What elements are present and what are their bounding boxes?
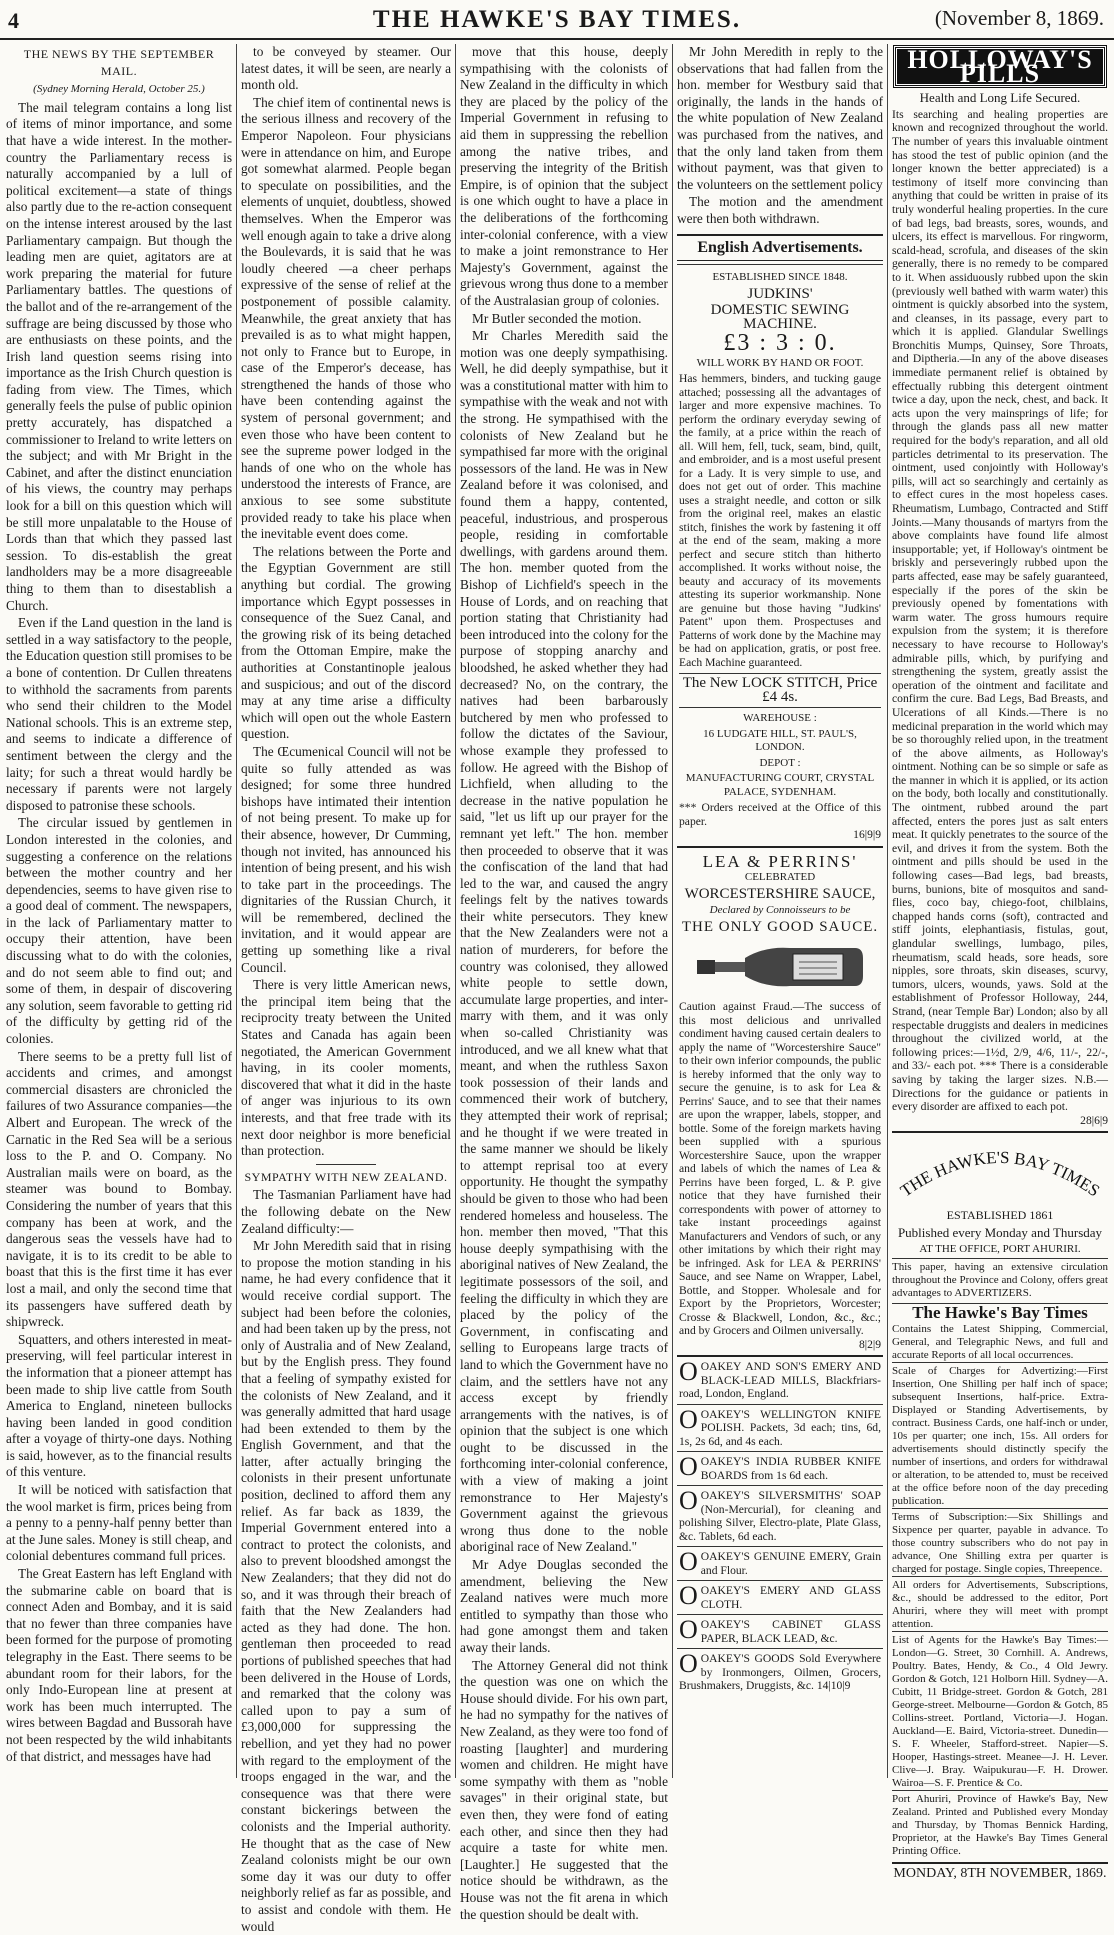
hbt-office: AT THE OFFICE, PORT AHURIRI. xyxy=(919,1242,1081,1255)
drop-cap: O xyxy=(679,1615,698,1645)
oakey-line: OAKEY'S INDIA RUBBER KNIFE BOARDS from 1s 6d each. xyxy=(700,1455,881,1482)
drop-cap: O xyxy=(679,1404,698,1434)
footer-date: MONDAY, 8TH NOVEMBER, 1869. xyxy=(892,1862,1108,1881)
issue-date: (November 8, 1869. xyxy=(934,6,1104,30)
column-3 xyxy=(460,44,668,1922)
paragraph: It will be noticed with satisfaction that the wool market is firm, prices being from a penny to a penny-half penny better than at the June sales. Money is still cheap, and colonial debentures command full prices. xyxy=(6,1482,232,1564)
judkins-established: ESTABLISHED SINCE 1848. xyxy=(712,271,848,284)
paragraph: Squatters, and others interested in meat-preserving, will feel particular interest in the information that a pioneer attempt has been made to ship live cattle from South America to England, nineteen bullocks having been landed in good condition after a voyage of thirty-one days. Nothing is said, however, as to the financial results of this venture. xyxy=(6,1331,232,1480)
drop-cap: O xyxy=(679,1649,698,1679)
paragraph: to be conveyed by steamer. Our latest dates, it will be seen, are nearly a month old. xyxy=(241,44,451,93)
column-divider xyxy=(887,44,888,1778)
hbt-imprint: Port Ahuriri, Province of Hawke's Bay, New Zealand. Printed and Published every Monday and Thursday, by Thomas Bennick Harding, Proprietor, at the Hawke's Bay Times General Printing Office. xyxy=(892,1790,1108,1858)
oakey-line: OAKEY'S EMERY AND GLASS CLOTH. xyxy=(700,1584,881,1611)
oakey-line: OAKEY'S GOODS Sold Everywhere by Ironmongers, Oilmen, Grocers, Brushmakers, Druggists, &c. 14|10|9 xyxy=(679,1652,881,1693)
holloway-body: Its searching and healing properties are known and recognized throughout the world. The number of years this invaluable ointment has stood the test of public opinion (and the longer known the better appreciated) is a testimony of itself more convincing than anything that could be written in praise of its truly wonderful healing properties. In the cure of bad legs, bad breasts, sores, wounds, and ulcers, its effect is marvellous. For ringworm, scald-head, scrofula, and diseases of the skin generally, there is no remedy to be compared to it. When assiduously rubbed upon the skin (previously well bathed with warm water) this ointment is quickly absorbed into the system, and cleanses, in its passage, every part to which it is applied. Glandular Swellings Bronchitis Mumps, Quinsey, Sore Throats, and Diptheria.—In any of the above diseases immediate permanent relief is obtained by effectually rubbing this detergent ointment twice a day, upon the neck, chest, and back. It acts upon the very mainsprings of life; for through the glands pass all new matter required for the body's reparation, and all old particles detrimental to its preservation. The ointment, used conjointly with Holloway's pills, will act so searchingly and certainly as to effect cures in the most hopeless cases. Rheumatism, Lumbago, Contracted and Stiff Joints.—Many thousands of martyrs from the above complaints have found life almost insupportable; yet, if Holloway's ointment be briskly and perseveringly rubbed upon the parts affected, ease may be safely guaranteed, especially if the pores of the skin be previously opened by fomentations with warm water. The gross humours require expulsion from the system; it is therefore necessary to have recourse to Holloway's admirable pills, which, by purifying and strengthening the system, greatly assist the operation of the ointment and facilitate and confirm the cure. Bad Legs, Bad Breasts, and Ulcerations of all Kinds.—There is no medicinal preparation in the world which may be so thoroughly relied upon, in the treatment of the above ailments, as Holloway's ointment. Nothing can be so simple or safe as the manner in which it is applied, or its action on the body, both locally and constitutionally. The ointment, rubbed around the part affected, enters the pores just as salt enters meat. It quickly penetrates to the source of the evil, and drives it from the system. Both the ointment and pills should be used in the following cases—Bad legs, bad breasts, burns, bunions, bite of mosquitos and sand-flies, coco bay, chiego-foot, chilblains, chapped hands corns (soft), contracted and stiff joints, elephantiasis, fistulas, gout, glandular swellings, lumbago, piles, rheumatism, scald heads, sore heads, sore nipples, sore throats, skin diseases, scurvy, tumors, ulcers, wounds, yaws. Sold at the establishment of Professor Holloway, 244, Strand, (near Temple Bar) London; also by all respectable druggists and dealers in medicines throughout the civilized world, at the following prices:—1½d, 2/9, 4/6, 11/-, 22/-, and 33/- each pot. *** There is a considerable saving by taking the larger sizes. N.B.—Directions for the guidance or patients in every disorder are affixed to each pot. xyxy=(892,107,1108,1114)
page-number: 4 xyxy=(8,8,19,33)
lea-perrins-only-good: THE ONLY GOOD SAUCE. xyxy=(681,918,879,935)
paragraph: Mr Adye Douglas seconded the amendment, believing the New Zealand natives were much more entitled to sympathy than those who had gone amongst them and taken away their lands. xyxy=(460,1557,668,1655)
lea-perrins-declared: Declared by Connoisseurs to be xyxy=(709,904,851,917)
holloway-subtitle: Health and Long Life Secured. xyxy=(919,90,1081,106)
oakey-advertisement xyxy=(677,1580,883,1614)
paragraph: The motion and the amendment were then both withdrawn. xyxy=(677,194,883,226)
paragraph: Mr John Meredith in reply to the observations that had fallen from the hon. member for Westbury said that originally, the lands in the hands of the white population of New Zealand was purchased from the natives, and that the only land taken from them without payment, was that given to the volunteers on the settlement policy xyxy=(677,44,883,192)
drop-cap: O xyxy=(679,1357,698,1387)
judkins-works: WILL WORK BY HAND OR FOOT. xyxy=(696,356,864,369)
column-divider xyxy=(236,44,237,1778)
drop-cap: O xyxy=(679,1581,698,1611)
section-heading: English Advertisements. xyxy=(677,234,883,262)
depot-address: MANUFACTURING COURT, CRYSTAL PALACE, SYDENHAM. xyxy=(685,772,875,798)
oakey-advertisement xyxy=(677,1404,883,1452)
ad-code: 16|9|9 xyxy=(853,828,881,842)
lock-stitch-price: The New LOCK STITCH, Price £4 4s. xyxy=(679,673,881,708)
warehouse-label: WAREHOUSE : xyxy=(743,712,817,725)
judkins-body: Has hemmers, binders, and tucking gauge attached; possessing all the advantages of larger and more expensive machines. To perform the ordinary everyday sewing of the family, at a price within the reach of all. Will hem, fell, tuck, seam, bind, quilt, and embroider, and is a most useful present for a Lady. It is very simple to use, and does not get out of order. This machine uses a straight needle, and cotton or silk from the original reel, makes an elastic stitch, finishes the work by fastening it off at the end of the seam, making a more perfect and secure stitch than hitherto accomplished. It works without noise, the beauty and accuracy of its movements attesting its superior workmanship. None are genuine but those having "Judkins' Patent" upon them. Prospectuses and Patterns of work done by the Machine may be had on application, gratis, or post free. Each Machine guaranteed. xyxy=(679,372,881,669)
hbt-notice xyxy=(892,1131,1108,1880)
hbt-orders: All orders for Advertisements, Subscriptions, &c., should be addressed to the editor, Port Ahuriri, where they will meet with prompt attention. xyxy=(892,1576,1108,1631)
oakey-line: OAKEY'S GENUINE EMERY, Grain and Flour. xyxy=(700,1550,881,1577)
ad-code: 28|6|9 xyxy=(1080,1113,1108,1127)
drop-cap: O xyxy=(679,1452,698,1482)
newspaper-title: THE HAWKE'S BAY TIMES. xyxy=(372,6,742,33)
lea-perrins-celebrated: CELEBRATED xyxy=(744,871,816,884)
paragraph: The circular issued by gentlemen in London interested in the colonies, and suggesting a conference on the relations between the mother country and her dependencies, seems to have given rise to a good deal of comment. The newspapers, in the lack of Parliamentary matter to occupy their attention, have been discussing what to do with the colonies, and do not seem able to find out; and some of them, in despair of discovering any solution, seem favorable to getting rid of the difficulty by getting rid of the colonies. xyxy=(6,815,232,1047)
oakey-advertisement xyxy=(677,1485,883,1546)
column-1 xyxy=(6,44,232,1778)
oakey-line: OAKEY'S SILVERSMITHS' SOAP (Non-Mercurial), for cleaning and polishing Silver, Electro-plate, Plate Glass, &c. Tablets, 6d each. xyxy=(679,1489,881,1543)
masthead xyxy=(0,0,1114,40)
oakey-advertisement xyxy=(677,1614,883,1648)
divider xyxy=(316,1164,376,1165)
orders-note: *** Orders received at the Office of this paper. xyxy=(679,801,881,828)
paragraph: move that this house, deeply sympathising with the colonists of New Zealand in the difficulty in which they are placed by the policy of the Imperial Government in refusing to aid them in suppressing the rebellion among the native tribes, and preserving the integrity of the British Empire, is of opinion that the subject is one which ought to have a place in the deliberations of the forthcoming inter-colonial conference, with a view to make a joint remonstrance to Her Majesty's Government, against the grievous wrong thus done to a member of the Australasian group of colonies. xyxy=(460,44,668,308)
warehouse-address: 16 LUDGATE HILL, ST. PAUL'S, LONDON. xyxy=(703,727,857,754)
article-source: (Sydney Morning Herald, October 25.) xyxy=(33,83,205,96)
paragraph: Mr Charles Meredith said the motion was one deeply sympathising. Well, he did deeply sympathise, but it was a constitutional matter with him to sympathise with the weak and not with the strong. He sympathised with the colonists of New Zealand but he sympathised far more with the original possessors of the land. He was in New Zealand before it was colonised, and found them a happy, contented, peaceful, industrious, and prosperous people, residing in comfortable dwellings, with gardens around them. The hon. member quoted from the Bishop of Lichfield's speech in the House of Lords, and on reaching that portion stating that Christianity had been introduced into the colony for the purpose of stopping anarchy and bloodshed, he asked whether they had decreased? No, on the contrary, the natives had been barbarously butchered by men who professed to follow the dictates of the Saviour, whose example they professed to follow. He agreed with the Bishop of Lichfield, when alluding to the decrease in the native population he said, "let us lift up our prayer for the remnant yet left." The hon. member then proceeded to observe that it was the confiscation of the land that had led to the war, and caused the angry feelings felt by the natives towards their white persecutors. They knew that the New Zealanders were not a nation of murderers, for before the country was colonised, they allowed white people to settle down, accumulate large properties, and inter-marry with them, and it was only when so-called Christianity was introduced, and we all knew what that meant, and when the ruthless Saxon took possession of their lands and commenced their work of butchery, they attempted their work of reprisal; and he thought if we were treated in the same manner we should be likely to attempt reprisal too at every opportunity. He thought the sympathy should be given to those who had been rendered homeless and houseless. The hon. member then moved, "That this house deeply sympathising with the aboriginal natives of New Zealand, the legitimate possessors of the soil, and feeling the difficulty in which they are placed by the policy of the Government, in confiscating and selling to Europeans large tracts of land to which the Government have no claim, and the settlers have not any access except by friendly arrangements with the natives, is of opinion that the subject is one which ought to be discussed in the forthcoming inter-colonial conference, with a view of making a joint remonstrance to Her Majesty's Government against the grievous wrong thus done to the noble aboriginal race of New Zealand." xyxy=(460,328,668,1555)
oakey-line: OAKEY'S CABINET GLASS PAPER, BLACK LEAD, &c. xyxy=(700,1618,881,1645)
judkins-product: DOMESTIC SEWING MACHINE. xyxy=(710,302,850,332)
oakey-advertisement xyxy=(677,1648,883,1696)
article-heading: SYMPATHY WITH NEW ZEALAND. xyxy=(244,1169,448,1184)
paragraph: Mr John Meredith said that in rising to propose the motion standing in his name, he had every confidence that it would receive cordial support. The subject had been before the colonies, and had been taken up by the press, not only of Australia and of New Zealand, but by the English press. They found that a feeling of sympathy existed for the colonists of New Zealand, and it was generally admitted that hard usage had been extended to them by the English Government, and that the latter, after actually bringing the colonists in their present unfortunate position, declined to afford them any relief. As far back as 1839, the Imperial Government entered into a contract to protect the colonists, and also to prevent bloodshed amongst the New Zealanders; that they did not do so, and it was through their breach of faith that the New Zealanders had acted as they had done. The hon. gentleman then proceeded to read portions of published speeches that had been delivered in the House of Lords, and remarked that the colony was called upon to pay a sum of £3,000,000 for suppressing the rebellion, and yet they had no power with regard to the employment of the troops engaged in the war, and the consequence was that there were constant bickerings between the colonists and the Imperial authority. He thought that as the case of New Zealand colonists might be our own some day it was our duty to offer neighborly relief as far as possible, and to assist and condole with them. He would xyxy=(241,1238,451,1934)
hbt-gothic-title: The Hawke's Bay Times xyxy=(892,1303,1108,1320)
paragraph: There seems to be a pretty full list of accidents and crimes, and amongst commercial disasters are chronicled the failures of two Assurance companies—the Albert and European. The wreck of the Carnatic in the Red Sea will be a serious loss to the P. and O. Company. No Australian mails were on board, as the steamer was bound to Bombay. Considering the number of years that this company has been at work, and the dangerous seas the vessels have had to navigate, it is to its credit to be able to boast that this is the first time it has ever lost a mail, and only the second time that its passengers have suffered death by shipwreck. xyxy=(6,1048,232,1330)
hbt-published: Published every Monday and Thursday xyxy=(897,1224,1103,1240)
ad-code: 8|2|9 xyxy=(858,1337,881,1351)
column-2 xyxy=(241,44,451,1934)
oakey-line: OAKEY'S WELLINGTON KNIFE POLISH. Packets, 3d each; tins, 6d, 1s, 2s 6d, and 4s each. xyxy=(679,1407,881,1448)
drop-cap: O xyxy=(679,1547,698,1577)
oakey-line: OAKEY AND SON'S EMERY AND BLACK-LEAD MILLS, Blackfriars-road, London, England. xyxy=(679,1360,881,1401)
lea-perrins-name: LEA & PERRINS' xyxy=(702,851,858,871)
column-4 xyxy=(677,44,883,1778)
paragraph: The Œcumenical Council will not be quite so fully attended as was designed; for some three hundred bishops have intimated their intention of not being present. To make up for their absence, however, Dr Cumming, though not invited, has announced his intention of being present, and his wish to take part in the proceedings. The dignitaries of the Russian Church, it will be remembered, declined the invitation, and it would appear are getting up something like a rival Council. xyxy=(241,743,451,975)
depot-label: DEPOT : xyxy=(759,756,801,769)
hbt-arched-title xyxy=(895,1137,1105,1207)
hbt-paper-desc: This paper, having an extensive circulation throughout the Province and Colony, offers great advantages to ADVERTIZERS. xyxy=(892,1258,1108,1300)
svg-text:THE HAWKE'S BAY TIMES xyxy=(897,1148,1103,1201)
sauce-bottle-icon xyxy=(695,940,865,994)
hbt-agents: List of Agents for the Hawke's Bay Times:— London—G. Street, 30 Cornhill. A. Andrews, Poultry. Bates, Hendy, & Co., 4 Old Jewry. Gordon & Gotch, 121 Holborn Hill. Sydney—A. Cubitt, 11 Bridge-street. Gordon & Gotch, 281 George-street. Melbourne—Gordon & Gotch, 85 Collins-street. Portland, Victoria—J. Hogan. Auckland—E. Baird, Victoria-street. Dunedin—S. F. Wheeler, Stafford-street. Napier—S. Hooper, Hastings-street. Meanee—J. H. Lever. Clive—J. Bray. Waipukurau—F. H. Drower. Wairoa—S. F. Prentice & Co. xyxy=(892,1631,1108,1790)
paragraph: The relations between the Porte and the Egyptian Government are still anything but cordial. The growing importance which Egypt possesses in consequence of the Suez Canal, and the growing risk of its being detached from the Ottoman Empire, make the authorities at Constantinople jealous and suspicious; and out of the discord may at any time arise a difficulty which will open out the whole Eastern question. xyxy=(241,543,451,742)
hbt-established: ESTABLISHED 1861 xyxy=(946,1208,1054,1223)
judkins-price: £3 : 3 : 0. xyxy=(723,330,837,357)
holloway-banner: HOLLOWAY'S PILLS xyxy=(894,46,1106,87)
paragraph: Mr Butler seconded the motion. xyxy=(472,310,642,326)
paragraph: The mail telegram contains a long list of items of minor importance, and some that have a wide interest. In the mother-country the Parliamentary recess is naturally accompanied by a lull of political excitement—a state of things also partly due to the re-action consequent on the intense interest aroused by the last Parliamentary campaign. But though the leading men are quiet, agitators are at work preparing the material for future Parliamentary battles. The questions of the ballot and of the re-arrangement of the suffrage are being discussed by those who are enthusiasts on these points, and the Irish land question seems rising into importance as the Irish Church question is fading from view. The Times, which generally feels the pulse of public opinion pretty accurately, has dispatched a commissioner to Ireland to write letters on the subject; and with Mr Bright in the Cabinet, and after the distinct enunciation of his views, the country may perhaps look for a bill on this question which will be still more unpalatable to the House of Lords than that which they passed last session. To dis-establish the great landholders may be a more disagreeable thing to them than to disestablish a Church. xyxy=(6,99,232,613)
lea-perrins-product: WORCESTERSHIRE SAUCE, xyxy=(684,885,876,902)
judkins-advertisement xyxy=(677,264,883,846)
hbt-subscription: Terms of Subscription:—Six Shillings and Sixpence per quarter, payable in advance. To those country subscribers who do not pay in advance, One Shilling extra per quarter is charged for postage. Single copies, Threepence. xyxy=(892,1508,1108,1576)
article-heading: THE NEWS BY THE SEPTEMBER MAIL. xyxy=(23,47,215,78)
lea-perrins-body: Caution against Fraud.—The success of this most delicious and unrivalled condiment having caused certain dealers to apply the name of "Worcestershire Sauce" to their own inferior compounds, the public is hereby informed that the only way to secure the genuine, is to ask for Lea & Perrins' Sauce, and to see that their names are upon the wrapper, labels, stopper, and bottle. Some of the foreign markets having been supplied with a spurious Worcestershire Sauce, upon the wrapper and labels of which the names of Lea & Perrins have been forged, L. & P. give notice that they have furnished their correspondents with power of attorney to take instant proceedings against Manufacturers and Vendors of such, or any other imitations by which their right may be infringed. Ask for LEA & PERRINS' Sauce, and see Name on Wrapper, Label, Bottle, and Stopper. Wholesale and for Export by the Proprietors, Worcester; Crosse & Blackwell, London, &c., &c.; and by Grocers and Oilmen universally. xyxy=(679,1000,881,1338)
oakey-advertisement xyxy=(677,1451,883,1485)
column-5 xyxy=(892,44,1109,1881)
paragraph: The Tasmanian Parliament have had the following debate on the New Zealand difficulty:— xyxy=(241,1187,451,1236)
column-divider xyxy=(672,44,673,1778)
judkins-name: JUDKINS' xyxy=(747,285,813,302)
hbt-arc-text: THE HAWKE'S BAY TIMES xyxy=(896,1148,1104,1201)
paragraph: The Great Eastern has left England with the submarine cable on board that is connect Aden and Bombay, and it is said that no fewer than three companies have been formed for the purpose of promoting telegraphy in the East. There seems to be abundant room for their labors, for the only Indo-European line at present at work has been much interrupted. The wires between Bagdad and Bussorah have not been respected by the wild inhabitants of that district, and messages have had xyxy=(6,1566,232,1764)
column-divider xyxy=(455,44,456,1778)
paragraph: Even if the Land question in the land is settled in a way satisfactory to the people, the Education question still promises to be a bone of contention. Dr Cullen threatens to withhold the sacraments from parents who send their children to the Model National schools. This is an extreme step, and seems to indicate a difference of sentiment between the clergy and the laity; for such a threat would hardly be necessary if parents were not largely disposed to patronise these schools. xyxy=(6,615,233,813)
drop-cap: O xyxy=(679,1486,698,1516)
hbt-charges: Scale of Charges for Advertizing:—First Insertion, One Shilling per half inch of space; subsequent Insertions, half-price. Extra-Displayed or Standing Advertisements, by contract. Business Cards, one half-inch or under, 10s per quarter; one inch, 15s. All orders for advertisements should distinctly specify the number of insertions, and orders for withdrawal or alteration, to be attended to, must be received at the office before noon of the day preceding publication. xyxy=(892,1362,1108,1508)
oakey-advertisement xyxy=(677,1546,883,1580)
oakey-advertisement xyxy=(677,1355,883,1404)
hbt-contains: Contains the Latest Shipping, Commercial, General, and Telegraphic News, and full and accurate Reports of all local occurrences. xyxy=(892,1322,1108,1361)
paragraph: The chief item of continental news is the serious illness and recovery of the Emperor Napoleon. Four physicians were in attendance on him, and Europe got somewhat alarmed. People began to speculate on possibilities, and the elements of unquiet, doubtless, showed themselves. When the Emperor was well enough again to take a drive along the Boulevards, it is said that he was loudly cheered —a cheer perhaps expressive of the sense of relief at the postponement of possible calamity. Meanwhile, the great anxiety that has prevailed is as to what might happen, not only to France but to Europe, in case of the Emperor's decease, has strengthened the hands of those who have been contending against the system of personal government; and even those who have been content to see the supreme power lodged in the hands of one who on the whole has understood the interests of France, are anxious to see some substitute provided ready to take his place when the inevitable event does come. xyxy=(241,94,451,542)
paragraph: The Attorney General did not think the question was one on which the House should divide. For his own part, he had no sympathy for the natives of New Zealand, as they were too fond of roasting [laughter] and murdering women and children. He might have some sympathy with them as "noble savages" in their original state, but even then, they were fond of eating each other, and since then they had acquire a taste for white men. [Laughter.] He suggested that the notice should be withdrawn, as the House was not the fit arena in which the question should be dealt with. xyxy=(460,1657,668,1922)
lea-perrins-advertisement xyxy=(677,846,883,1356)
paragraph: There is very little American news, the principal item being that the reciprocity treaty between the United States and Canada has again been negotiated, the American Government having, in its cooler moments, discovered that what it did in the haste of anger was injurious to its own interests, and that free trade with its next door neighbor is more beneficial than protection. xyxy=(241,977,451,1159)
